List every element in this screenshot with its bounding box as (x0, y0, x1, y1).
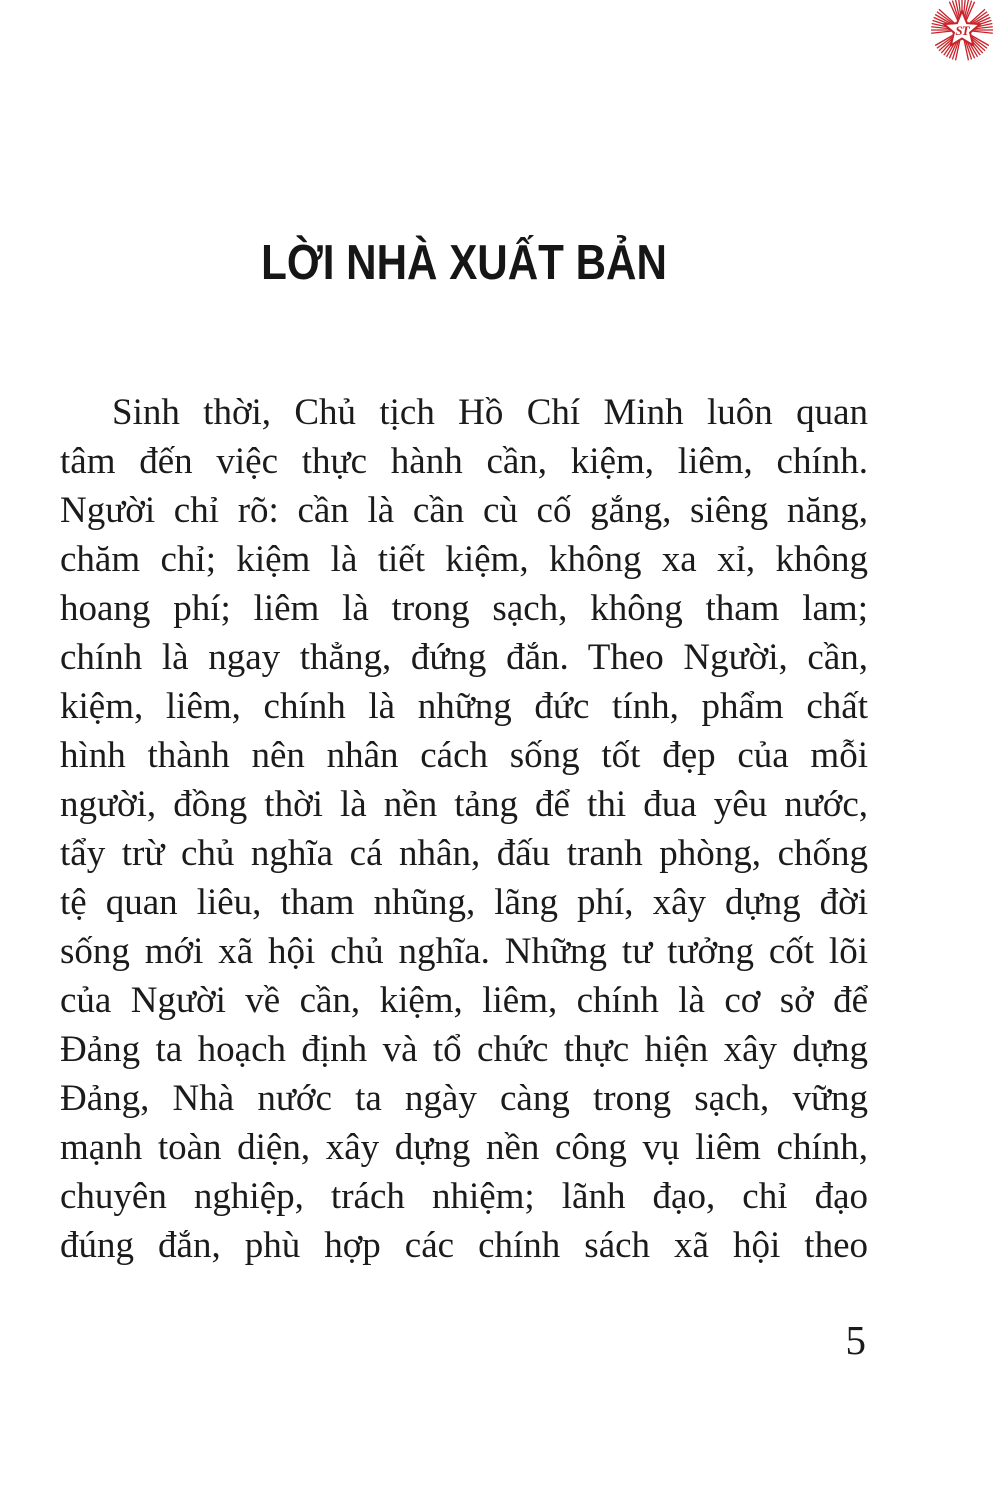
text-line: của Người về cần, kiệm, liêm, chính là cơ sở để (60, 980, 868, 1021)
text-line: Người chỉ rõ: cần là cần cù cố gắng, siêng năng, (60, 490, 868, 531)
page-number: 5 (845, 1317, 866, 1363)
chapter-title: LỜI NHÀ XUẤT BẢN (261, 236, 667, 290)
text-line: hoang phí; liêm là trong sạch, không tham lam; (60, 588, 868, 629)
text-line: tẩy trừ chủ nghĩa cá nhân, đấu tranh phòng, chống (60, 833, 868, 874)
text-line: đúng đắn, phù hợp các chính sách xã hội theo (60, 1225, 868, 1266)
text-line: Đảng ta hoạch định và tổ chức thực hiện xây dựng (60, 1029, 868, 1070)
text-line: tâm đến việc thực hành cần, kiệm, liêm, chính. (60, 441, 868, 482)
logo-monogram: ST (955, 23, 969, 38)
text-line: Sinh thời, Chủ tịch Hồ Chí Minh luôn quan (112, 392, 868, 433)
text-line: hình thành nên nhân cách sống tốt đẹp của mỗi (60, 735, 868, 776)
text-line: tệ quan liêu, tham nhũng, lãng phí, xây dựng đời (60, 882, 868, 923)
text-line: mạnh toàn diện, xây dựng nền công vụ liêm chính, (60, 1127, 868, 1168)
text-line: Đảng, Nhà nước ta ngày càng trong sạch, vững (60, 1078, 868, 1119)
text-line: kiệm, liêm, chính là những đức tính, phẩm chất (60, 686, 868, 727)
text-line: chuyên nghiệp, trách nhiệm; lãnh đạo, chỉ đạo (60, 1176, 868, 1217)
body-paragraph (60, 388, 868, 1270)
text-line: chính là ngay thẳng, đứng đắn. Theo Người, cần, (60, 637, 868, 678)
publisher-star-emblem-icon (924, 0, 1000, 66)
text-line: sống mới xã hội chủ nghĩa. Những tư tưởng cốt lõi (60, 931, 868, 972)
text-line: chăm chỉ; kiệm là tiết kiệm, không xa xỉ, không (60, 539, 868, 580)
text-line: người, đồng thời là nền tảng để thi đua yêu nước, (60, 784, 868, 825)
